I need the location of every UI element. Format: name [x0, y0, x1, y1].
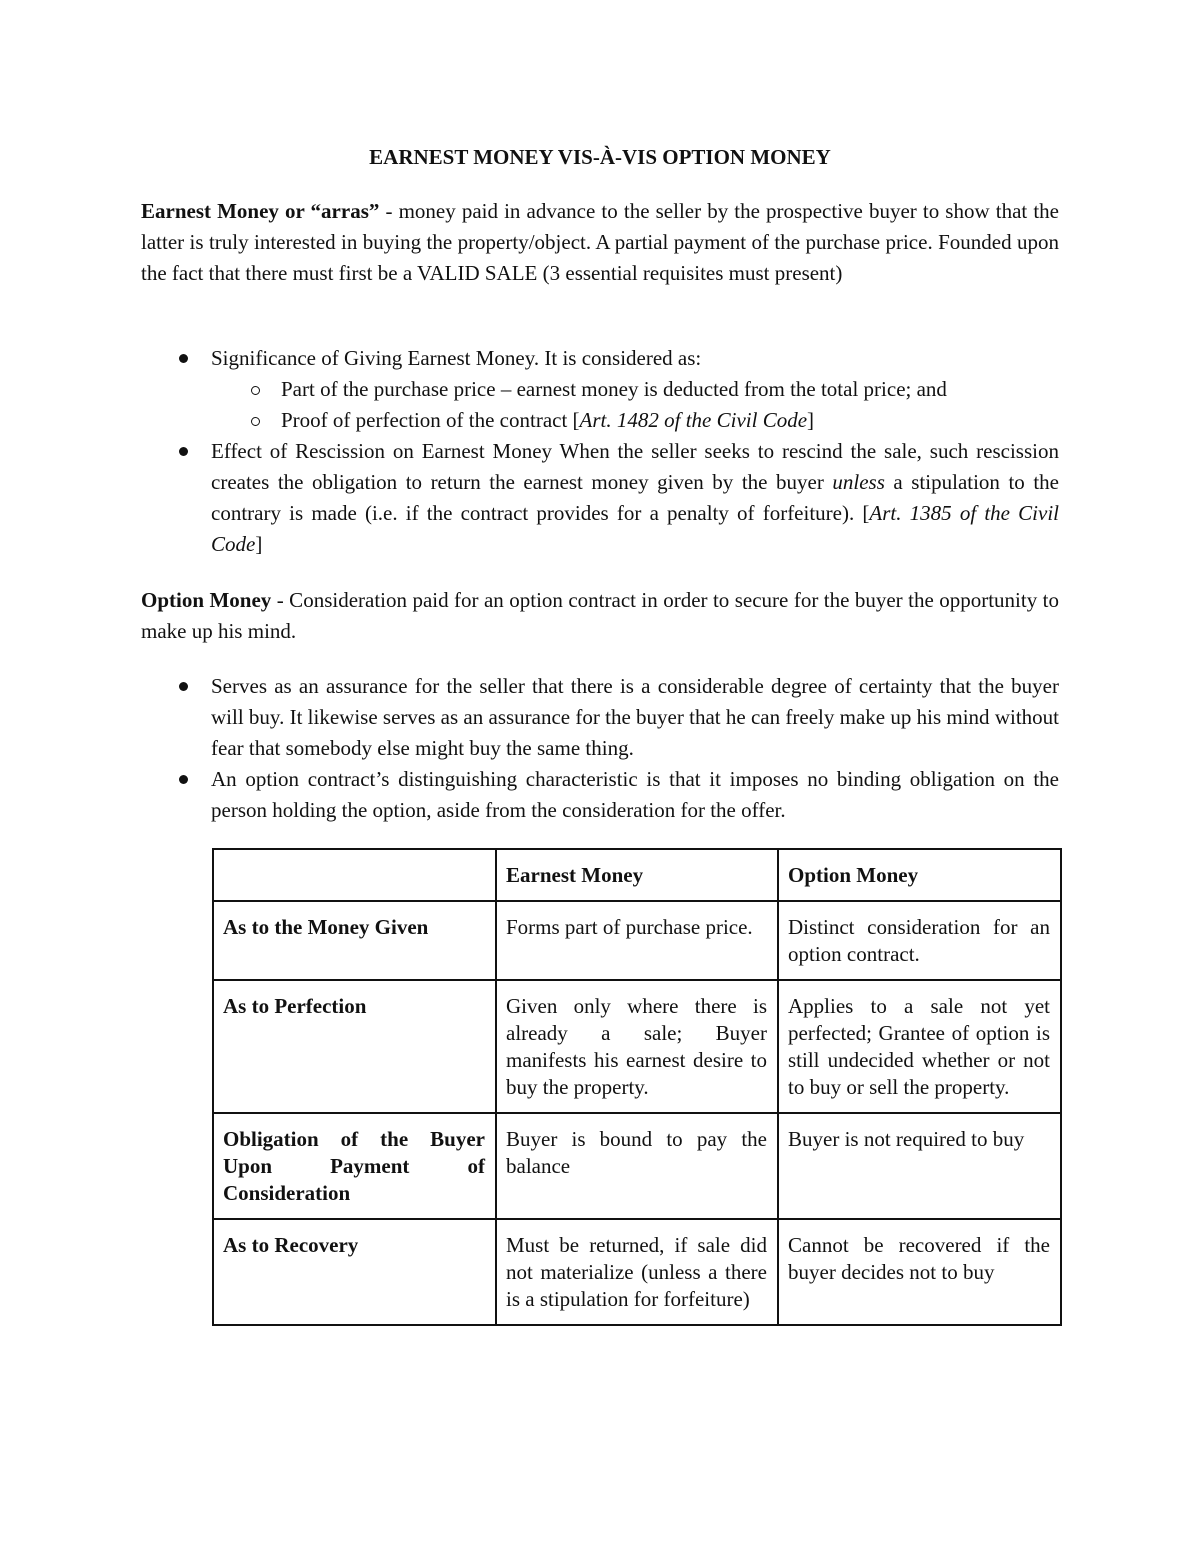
table-cell: Buyer is bound to pay the balance [496, 1113, 778, 1219]
list-item [141, 343, 1059, 436]
table-cell: Cannot be recovered if the buyer decides not to buy [778, 1219, 1061, 1325]
circle-bullet-icon [251, 386, 260, 395]
citation-art-1385: Art. 1385 of the Civil Code [211, 501, 1060, 556]
table-cell: Must be returned, if sale did not materialize (unless a there is a stipulation for forfeiture) [496, 1219, 778, 1325]
header-cell-empty [213, 849, 496, 901]
rescission-text-a: Effect of Rescission on Earnest Money When the seller seeks to rescind the sale, such rescission creates the obligation to return the earnest money given by the buyer [211, 439, 1059, 494]
bullet-icon [179, 682, 188, 691]
sub-item-purchase-price: Part of the purchase price – earnest money is deducted from the total price; and [281, 377, 947, 401]
table-cell: Forms part of purchase price. [496, 901, 778, 980]
row-label: As to the Money Given [213, 901, 496, 980]
option-money-term: Option Money [141, 588, 272, 612]
earnest-money-definition [141, 196, 1059, 289]
table-row [213, 1219, 1061, 1325]
comparison-table [212, 848, 1062, 1326]
option-money-definition-text: - Consideration paid for an option contract in order to secure for the buyer the opportunity to make up his mind. [141, 588, 1059, 643]
bullet-icon [179, 775, 188, 784]
option-bullet-assurance: Serves as an assurance for the seller that there is a considerable degree of certainty that the buyer will buy. It likewise serves as an assurance for the buyer that he can freely make up his mind without fear that somebody else might buy the same thing. [211, 674, 1059, 760]
significance-sublist [211, 374, 1059, 436]
header-cell-earnest: Earnest Money [496, 849, 778, 901]
earnest-money-bullets [141, 343, 1059, 560]
list-item [211, 374, 1059, 405]
table-cell: Applies to a sale not yet perfected; Grantee of option is still undecided whether or not to buy or sell the property. [778, 980, 1061, 1113]
table-cell: Given only where there is already a sale; Buyer manifests his earnest desire to buy the property. [496, 980, 778, 1113]
citation-art-1482: Art. 1482 of the Civil Code [579, 408, 808, 432]
table-row [213, 980, 1061, 1113]
header-cell-option: Option Money [778, 849, 1061, 901]
row-label: As to Recovery [213, 1219, 496, 1325]
earnest-money-term: Earnest Money or “arras” [141, 199, 380, 223]
table-row [213, 1113, 1061, 1219]
list-item [141, 764, 1059, 826]
page-title: EARNEST MONEY VIS-À-VIS OPTION MONEY [369, 145, 831, 169]
row-label: As to Perfection [213, 980, 496, 1113]
rescission-unless: unless [832, 470, 885, 494]
option-money-definition [141, 585, 1059, 647]
bracket-close: ] [807, 408, 815, 432]
table-cell: Distinct consideration for an option contract. [778, 901, 1061, 980]
bullet-icon [179, 354, 188, 363]
sub-item-proof-text: Proof of perfection of the contract [ [281, 408, 580, 432]
option-bullet-characteristic: An option contract’s distinguishing characteristic is that it imposes no binding obligation on the person holding the option, aside from the consideration for the offer. [211, 767, 1059, 822]
significance-text: Significance of Giving Earnest Money. It is considered as: [211, 346, 702, 370]
earnest-money-definition-text: - money paid in advance to the seller by the prospective buyer to show that the latter is truly interested in buying the property/object. A partial payment of the purchase price. Founded upon the fact that there must first be a VALID SALE (3 essential requisites must present) [141, 199, 1059, 285]
row-label: Obligation of the Buyer Upon Payment of Consideration [213, 1113, 496, 1219]
list-item [211, 405, 1059, 436]
list-item [141, 671, 1059, 764]
circle-bullet-icon [251, 417, 260, 426]
table-row [213, 901, 1061, 980]
bracket-close: ] [255, 532, 263, 556]
list-item [141, 436, 1059, 560]
option-money-bullets [141, 671, 1059, 826]
rescission-text-b: a stipulation to the contrary is made (i.e. if the contract provides for a penalty of forfeiture). [ [211, 470, 1059, 525]
bullet-icon [179, 447, 188, 456]
table-cell: Buyer is not required to buy [778, 1113, 1061, 1219]
table-header-row [213, 849, 1061, 901]
